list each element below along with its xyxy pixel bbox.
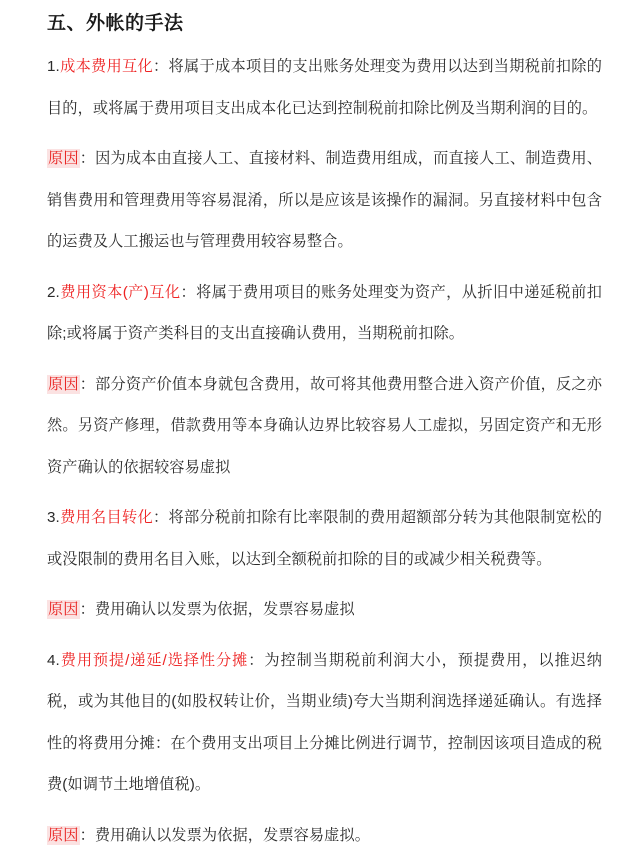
reason-paragraph-3 <box>47 580 602 631</box>
reason-body-3: 费用确认以发票为依据，发票容易虚拟 <box>95 601 355 618</box>
item-term-2: 费用资本(产)互化 <box>60 284 181 301</box>
page-title: 五、外帐的手法 <box>47 0 602 37</box>
item-index-3: 3. <box>47 509 60 526</box>
item-term-3: 费用名目转化 <box>60 509 153 526</box>
item-index-4: 4. <box>47 652 60 669</box>
reason-separator-1: ： <box>80 150 95 167</box>
item-body-1: 将属于成本项目的支出账务处理变为费用以达到当期税前扣除的目的，或将属于费用项目支出成本化已达到控制税前扣除比例及当期利润的目的。 <box>47 58 602 117</box>
reason-body-1: 因为成本由直接人工、直接材料、制造费用组成，而直接人工、制造费用、销售费用和管理费用等容易混淆，所以是应该是该操作的漏洞。另直接材料中包含的运费及人工搬运也与管理费用较容易整合。 <box>47 150 602 250</box>
item-body-4: 为控制当期税前利润大小，预提费用，以推迟纳税，或为其他目的(如股权转让价，当期业绩)夸大当期利润选择递延确认。有选择性的将费用分摊：在个费用支出项目上分摊比例进行调节，控制因该项目造成的税费(如调节土地增值税)。 <box>47 652 602 794</box>
item-separator-4: ： <box>248 652 264 669</box>
item-index-2: 2. <box>47 284 60 301</box>
reason-label-3: 原因 <box>47 600 80 619</box>
reason-separator-3: ： <box>80 601 95 618</box>
reason-label-4: 原因 <box>47 826 80 845</box>
section-paragraph-1 <box>47 37 602 129</box>
item-separator-1: ： <box>153 58 169 75</box>
reason-label-2: 原因 <box>47 375 80 394</box>
item-body-3: 将部分税前扣除有比率限制的费用超额部分转为其他限制宽松的或没限制的费用名目入账，以达到全额税前扣除的目的或减少相关税费等。 <box>47 509 602 568</box>
reason-paragraph-4 <box>47 806 602 856</box>
section-paragraph-2 <box>47 263 602 355</box>
reason-paragraph-1 <box>47 129 602 263</box>
reason-body-2: 部分资产价值本身就包含费用，故可将其他费用整合进入资产价值，反之亦然。另资产修理，借款费用等本身确认边界比较容易人工虚拟，另固定资产和无形资产确认的依据较容易虚拟 <box>47 376 602 476</box>
item-body-2: 将属于费用项目的账务处理变为资产，从折旧中递延税前扣除;或将属于资产类科目的支出直接确认费用，当期税前扣除。 <box>47 284 602 343</box>
section-paragraph-3 <box>47 488 602 580</box>
item-separator-3: ： <box>153 509 169 526</box>
section-paragraph-4 <box>47 631 602 806</box>
item-term-1: 成本费用互化 <box>60 58 153 75</box>
item-term-4: 费用预提/递延/选择性分摊 <box>60 652 248 669</box>
reason-label-1: 原因 <box>47 149 80 168</box>
reason-separator-4: ： <box>80 827 95 844</box>
item-separator-2: ： <box>181 284 197 301</box>
reason-body-4: 费用确认以发票为依据，发票容易虚拟。 <box>95 827 370 844</box>
reason-separator-2: ： <box>80 376 95 393</box>
item-index-1: 1. <box>47 58 60 75</box>
reason-paragraph-2 <box>47 355 602 489</box>
